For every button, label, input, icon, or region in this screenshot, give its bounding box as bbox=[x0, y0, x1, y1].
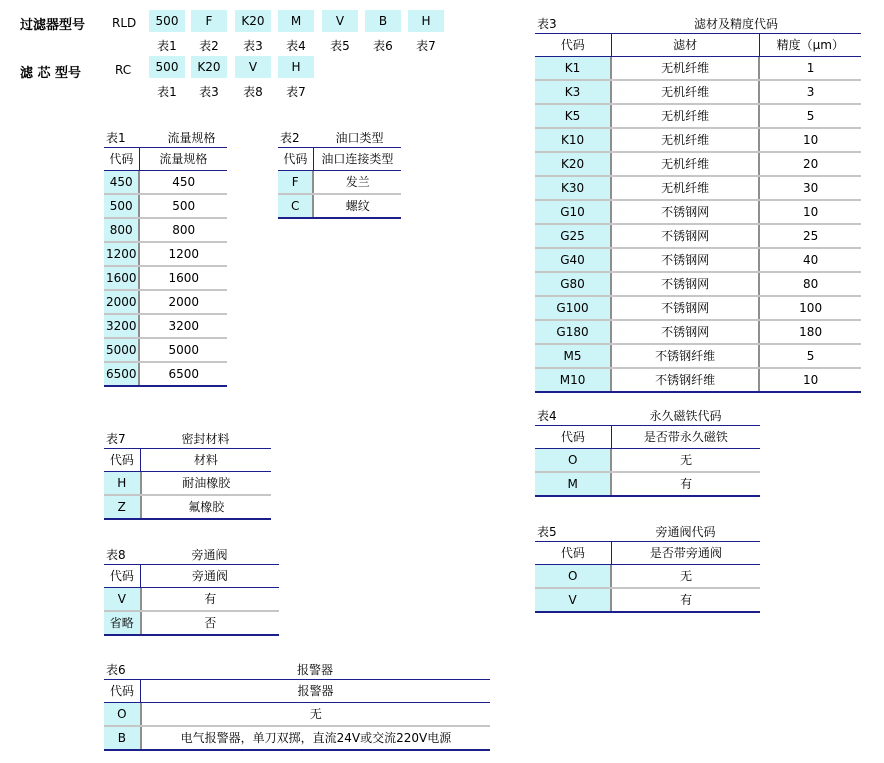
code-cell: Z bbox=[104, 496, 142, 518]
table-number: 表7 bbox=[106, 432, 126, 446]
table-row bbox=[104, 727, 490, 751]
table-number: 表2 bbox=[280, 131, 300, 145]
table-header-row bbox=[278, 148, 401, 171]
value-cell: 有 bbox=[204, 592, 217, 606]
code-cell: G80 bbox=[535, 273, 612, 295]
value-cell: 5 bbox=[806, 349, 815, 363]
table-title-row bbox=[104, 428, 271, 449]
code-box: V bbox=[322, 10, 358, 32]
table-row bbox=[535, 81, 861, 105]
table-ref-label: 表4 bbox=[286, 39, 306, 53]
code-box: B bbox=[365, 10, 401, 32]
filter-model-prefix: RLD bbox=[112, 16, 137, 30]
table-ref-label: 表6 bbox=[373, 39, 393, 53]
table-row bbox=[535, 225, 861, 249]
code-cell: K1 bbox=[535, 57, 612, 79]
table-row bbox=[535, 473, 760, 497]
table-row bbox=[535, 177, 861, 201]
table-row bbox=[535, 201, 861, 225]
value-cell: 3 bbox=[806, 85, 815, 99]
table-row bbox=[104, 219, 227, 243]
value-cell: 无 bbox=[680, 453, 693, 467]
table-number: 表1 bbox=[106, 131, 126, 145]
table-ref-label: 表5 bbox=[330, 39, 350, 53]
code-cell: H bbox=[104, 472, 142, 494]
code-cell: G40 bbox=[535, 249, 612, 271]
value-cell: 500 bbox=[172, 199, 196, 213]
value-cell: 25 bbox=[802, 229, 819, 243]
code-cell: 5000 bbox=[104, 339, 140, 361]
value-cell: 否 bbox=[204, 616, 217, 630]
value-cell: 不锈钢纤维 bbox=[612, 369, 760, 391]
table-2-port-type bbox=[278, 127, 401, 219]
table-5-bypass-valve bbox=[535, 521, 760, 613]
code-cell: K3 bbox=[535, 81, 612, 103]
code-cell: K10 bbox=[535, 129, 612, 151]
value-cell: 无机纤维 bbox=[612, 177, 760, 199]
table-row bbox=[104, 171, 227, 195]
value-cell: 有 bbox=[680, 477, 693, 491]
value-cell: 6500 bbox=[168, 367, 199, 381]
table-header-row bbox=[104, 565, 279, 588]
table-number: 表8 bbox=[106, 548, 126, 562]
value-cell: 精度（μm） bbox=[776, 38, 844, 52]
value-cell: 材料 bbox=[193, 453, 218, 467]
table-title-row bbox=[278, 127, 401, 148]
table-row bbox=[535, 249, 861, 273]
table-row bbox=[104, 703, 490, 727]
value-cell: 80 bbox=[802, 277, 819, 291]
value-cell: 无 bbox=[309, 707, 322, 721]
code-cell: O bbox=[535, 449, 612, 471]
table-row bbox=[104, 195, 227, 219]
code-box: K20 bbox=[235, 10, 271, 32]
table-row bbox=[535, 449, 760, 473]
table-number: 表6 bbox=[106, 663, 126, 677]
code-cell: G180 bbox=[535, 321, 612, 343]
value-cell: 不锈钢网 bbox=[612, 273, 760, 295]
table-ref-label: 表8 bbox=[243, 85, 263, 99]
table-title-row bbox=[104, 544, 279, 565]
value-cell: 无机纤维 bbox=[612, 129, 760, 151]
value-cell: 不锈钢网 bbox=[612, 249, 760, 271]
code-box: 500 bbox=[149, 10, 185, 32]
table-4-magnet bbox=[535, 405, 760, 497]
value-cell: 无机纤维 bbox=[612, 105, 760, 127]
code-cell: K30 bbox=[535, 177, 612, 199]
value-cell: 无 bbox=[680, 569, 693, 583]
value-cell: 2000 bbox=[168, 295, 199, 309]
code-cell: B bbox=[104, 727, 142, 749]
code-cell: 3200 bbox=[104, 315, 140, 337]
code-cell: 代码 bbox=[278, 148, 314, 170]
table-header-row bbox=[535, 542, 760, 565]
value-cell: 450 bbox=[172, 175, 196, 189]
value-cell: 不锈钢网 bbox=[612, 321, 760, 343]
table-header-row bbox=[535, 34, 861, 57]
table-title-row bbox=[535, 405, 760, 426]
table-row bbox=[104, 496, 271, 520]
table-row bbox=[104, 291, 227, 315]
table-7-seal-material bbox=[104, 428, 271, 520]
table-title: 报警器 bbox=[296, 663, 333, 677]
value-cell: 5 bbox=[806, 109, 815, 123]
code-cell: 代码 bbox=[535, 426, 612, 448]
table-row bbox=[278, 195, 401, 219]
value-cell: 氟橡胶 bbox=[188, 500, 225, 514]
code-box: M bbox=[278, 10, 314, 32]
table-title-row bbox=[104, 127, 227, 148]
code-cell: O bbox=[535, 565, 612, 587]
value-cell: 20 bbox=[802, 157, 819, 171]
value-cell: 30 bbox=[802, 181, 819, 195]
value-cell: 滤材 bbox=[612, 34, 760, 56]
table-number: 表5 bbox=[537, 525, 557, 539]
table-row bbox=[535, 129, 861, 153]
value-cell: 螺纹 bbox=[345, 199, 370, 213]
table-title: 旁通阀 bbox=[191, 548, 228, 562]
value-cell: 不锈钢网 bbox=[612, 201, 760, 223]
table-title: 旁通阀代码 bbox=[655, 525, 716, 539]
value-cell: 1 bbox=[806, 61, 815, 75]
code-cell: 代码 bbox=[535, 34, 612, 56]
table-header-row bbox=[535, 426, 760, 449]
table-header-row bbox=[104, 680, 490, 703]
table-row bbox=[104, 612, 279, 636]
table-header-row bbox=[104, 449, 271, 472]
table-header-row bbox=[104, 148, 227, 171]
value-cell: 10 bbox=[802, 205, 819, 219]
table-ref-label: 表1 bbox=[157, 39, 177, 53]
code-cell: 1200 bbox=[104, 243, 140, 265]
value-cell: 不锈钢网 bbox=[612, 297, 760, 319]
table-ref-label: 表7 bbox=[416, 39, 436, 53]
filter-model-label: 过滤器型号 bbox=[20, 18, 86, 33]
value-cell: 油口连接类型 bbox=[321, 152, 394, 166]
value-cell: 180 bbox=[799, 325, 823, 339]
table-row bbox=[535, 57, 861, 81]
value-cell: 无机纤维 bbox=[612, 153, 760, 175]
table-title: 油口类型 bbox=[335, 131, 384, 145]
code-cell: 800 bbox=[104, 219, 140, 241]
value-cell: 5000 bbox=[168, 343, 199, 357]
code-cell: M bbox=[535, 473, 612, 495]
value-cell: 40 bbox=[802, 253, 819, 267]
code-cell: 代码 bbox=[104, 680, 141, 702]
table-row bbox=[104, 339, 227, 363]
value-cell: 流量规格 bbox=[159, 152, 208, 166]
code-cell: G100 bbox=[535, 297, 612, 319]
table-row bbox=[104, 267, 227, 291]
table-1-flow-spec bbox=[104, 127, 227, 387]
code-cell: 省略 bbox=[104, 612, 142, 634]
code-box: H bbox=[278, 56, 314, 78]
table-title-row bbox=[104, 659, 490, 680]
table-8-bypass bbox=[104, 544, 279, 636]
code-cell: K5 bbox=[535, 105, 612, 127]
code-cell: V bbox=[104, 588, 142, 610]
code-box: F bbox=[191, 10, 227, 32]
table-row bbox=[535, 345, 861, 369]
value-cell: 10 bbox=[802, 373, 819, 387]
value-cell: 800 bbox=[172, 223, 196, 237]
element-model-label: 滤 芯 型号 bbox=[20, 66, 82, 81]
table-ref-label: 表2 bbox=[199, 39, 219, 53]
code-box: 500 bbox=[149, 56, 185, 78]
table-ref-label: 表3 bbox=[243, 39, 263, 53]
table-ref-label: 表3 bbox=[199, 85, 219, 99]
table-row bbox=[535, 153, 861, 177]
value-cell: 3200 bbox=[168, 319, 199, 333]
value-cell: 是否带永久磁铁 bbox=[643, 430, 728, 444]
value-cell: 100 bbox=[799, 301, 823, 315]
table-row bbox=[104, 363, 227, 387]
table-3-media-precision bbox=[535, 13, 861, 393]
value-cell: 有 bbox=[680, 593, 693, 607]
code-cell: F bbox=[278, 171, 314, 193]
code-cell: 代码 bbox=[104, 449, 141, 471]
table-row bbox=[104, 243, 227, 267]
code-cell: G10 bbox=[535, 201, 612, 223]
table-title: 滤材及精度代码 bbox=[693, 17, 778, 31]
code-box: H bbox=[408, 10, 444, 32]
table-title: 永久磁铁代码 bbox=[649, 409, 722, 423]
code-cell: M5 bbox=[535, 345, 612, 367]
code-box: V bbox=[235, 56, 271, 78]
table-number: 表4 bbox=[537, 409, 557, 423]
value-cell: 无机纤维 bbox=[612, 57, 760, 79]
table-ref-label: 表1 bbox=[157, 85, 177, 99]
table-row bbox=[278, 171, 401, 195]
code-cell: C bbox=[278, 195, 314, 217]
value-cell: 是否带旁通阀 bbox=[649, 546, 722, 560]
table-row bbox=[104, 472, 271, 496]
code-cell: O bbox=[104, 703, 142, 725]
value-cell: 不锈钢网 bbox=[612, 225, 760, 247]
code-cell: G25 bbox=[535, 225, 612, 247]
code-cell: 500 bbox=[104, 195, 140, 217]
code-cell: 2000 bbox=[104, 291, 140, 313]
table-row bbox=[104, 588, 279, 612]
table-row bbox=[535, 273, 861, 297]
element-model-prefix: RC bbox=[115, 63, 132, 77]
table-row bbox=[104, 315, 227, 339]
table-row bbox=[535, 589, 760, 613]
code-cell: V bbox=[535, 589, 612, 611]
value-cell: 旁通阀 bbox=[191, 569, 228, 583]
code-cell: K20 bbox=[535, 153, 612, 175]
value-cell: 发兰 bbox=[345, 175, 370, 189]
value-cell: 耐油橡胶 bbox=[182, 476, 231, 490]
code-cell: 代码 bbox=[535, 542, 612, 564]
code-box: K20 bbox=[191, 56, 227, 78]
table-title: 密封材料 bbox=[181, 432, 230, 446]
table-ref-label: 表7 bbox=[286, 85, 306, 99]
table-row bbox=[535, 565, 760, 589]
table-number: 表3 bbox=[537, 17, 557, 31]
code-cell: M10 bbox=[535, 369, 612, 391]
table-row bbox=[535, 369, 861, 393]
table-row bbox=[535, 297, 861, 321]
value-cell: 10 bbox=[802, 133, 819, 147]
code-cell: 代码 bbox=[104, 565, 141, 587]
value-cell: 电气报警器，单刀双掷，直流24V或交流220V电源 bbox=[180, 731, 452, 745]
value-cell: 不锈钢纤维 bbox=[612, 345, 760, 367]
table-row bbox=[535, 105, 861, 129]
code-cell: 450 bbox=[104, 171, 140, 193]
table-row bbox=[535, 321, 861, 345]
code-cell: 1600 bbox=[104, 267, 140, 289]
value-cell: 1200 bbox=[168, 247, 199, 261]
value-cell: 1600 bbox=[168, 271, 199, 285]
table-6-alarm bbox=[104, 659, 490, 751]
value-cell: 无机纤维 bbox=[612, 81, 760, 103]
value-cell: 报警器 bbox=[297, 684, 334, 698]
table-title: 流量规格 bbox=[167, 131, 216, 145]
code-cell: 6500 bbox=[104, 363, 140, 385]
table-title-row bbox=[535, 13, 861, 34]
code-cell: 代码 bbox=[104, 148, 140, 170]
table-title-row bbox=[535, 521, 760, 542]
